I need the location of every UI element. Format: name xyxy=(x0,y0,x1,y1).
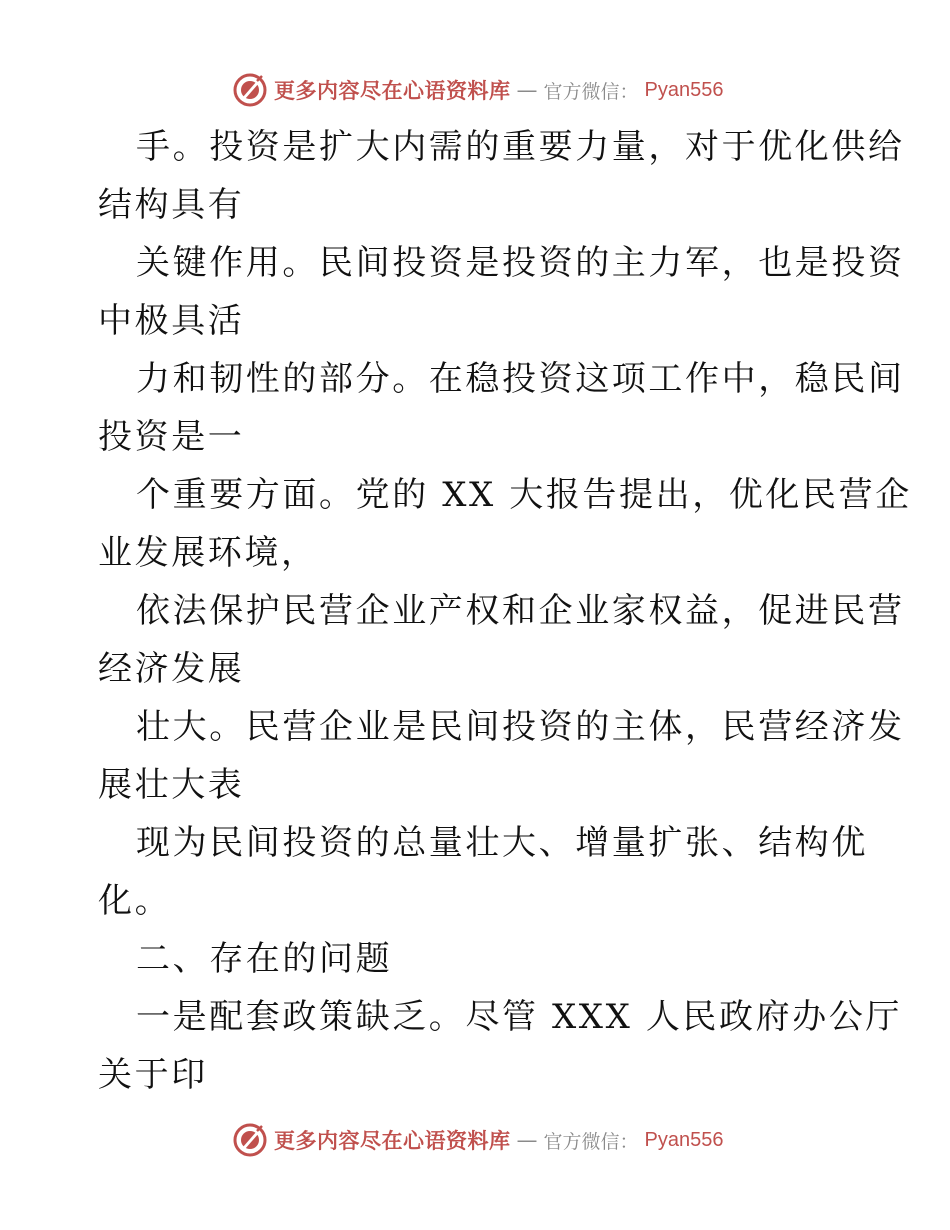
text-line: 力和韧性的部分。在稳投资这项工作中，稳民间 xyxy=(136,359,905,399)
banner-wechat-label: 官方微信： xyxy=(543,80,639,103)
text-line: 关于印 xyxy=(98,1055,208,1095)
header-banner xyxy=(232,70,723,110)
text-line: 化。 xyxy=(98,881,172,921)
text-line: 一是配套政策缺乏。尽管 XXX 人民政府办公厅 xyxy=(136,997,903,1037)
text-line: 展壮大表 xyxy=(98,765,245,805)
text-line: 关键作用。民间投资是投资的主力军，也是投资 xyxy=(136,243,905,283)
text-line: 二、存在的问题 xyxy=(136,939,393,979)
banner-separator: — xyxy=(516,1128,538,1152)
text-line: 现为民间投资的总量壮大、增量扩张、结构优 xyxy=(136,823,868,863)
text-line: 结构具有 xyxy=(98,185,245,225)
text-line: 投资是一 xyxy=(98,417,245,457)
banner-title: 更多内容尽在心语资料库 xyxy=(274,78,511,103)
text-line: 壮大。民营企业是民间投资的主体，民营经济发 xyxy=(136,707,905,747)
banner-wechat-id: Pyan556 xyxy=(644,78,724,101)
text-line: 依法保护民营企业产权和企业家权益，促进民营 xyxy=(136,591,905,631)
quill-pen-circle-icon xyxy=(232,72,268,108)
text-line: 业发展环境， xyxy=(98,533,318,573)
text-line: 中极具活 xyxy=(98,301,245,341)
text-line: 经济发展 xyxy=(98,649,245,689)
banner-title: 更多内容尽在心语资料库 xyxy=(274,1128,511,1153)
banner-wechat-id: Pyan556 xyxy=(644,1128,724,1151)
banner-separator: — xyxy=(516,78,538,102)
quill-pen-circle-icon xyxy=(232,1122,268,1158)
banner-wechat-label: 官方微信： xyxy=(543,1130,639,1153)
text-line: 个重要方面。党的 XX 大报告提出，优化民营企 xyxy=(136,475,912,515)
text-line: 手。投资是扩大内需的重要力量，对于优化供给 xyxy=(136,127,905,167)
footer-banner xyxy=(232,1120,723,1160)
document-body xyxy=(98,118,912,1104)
